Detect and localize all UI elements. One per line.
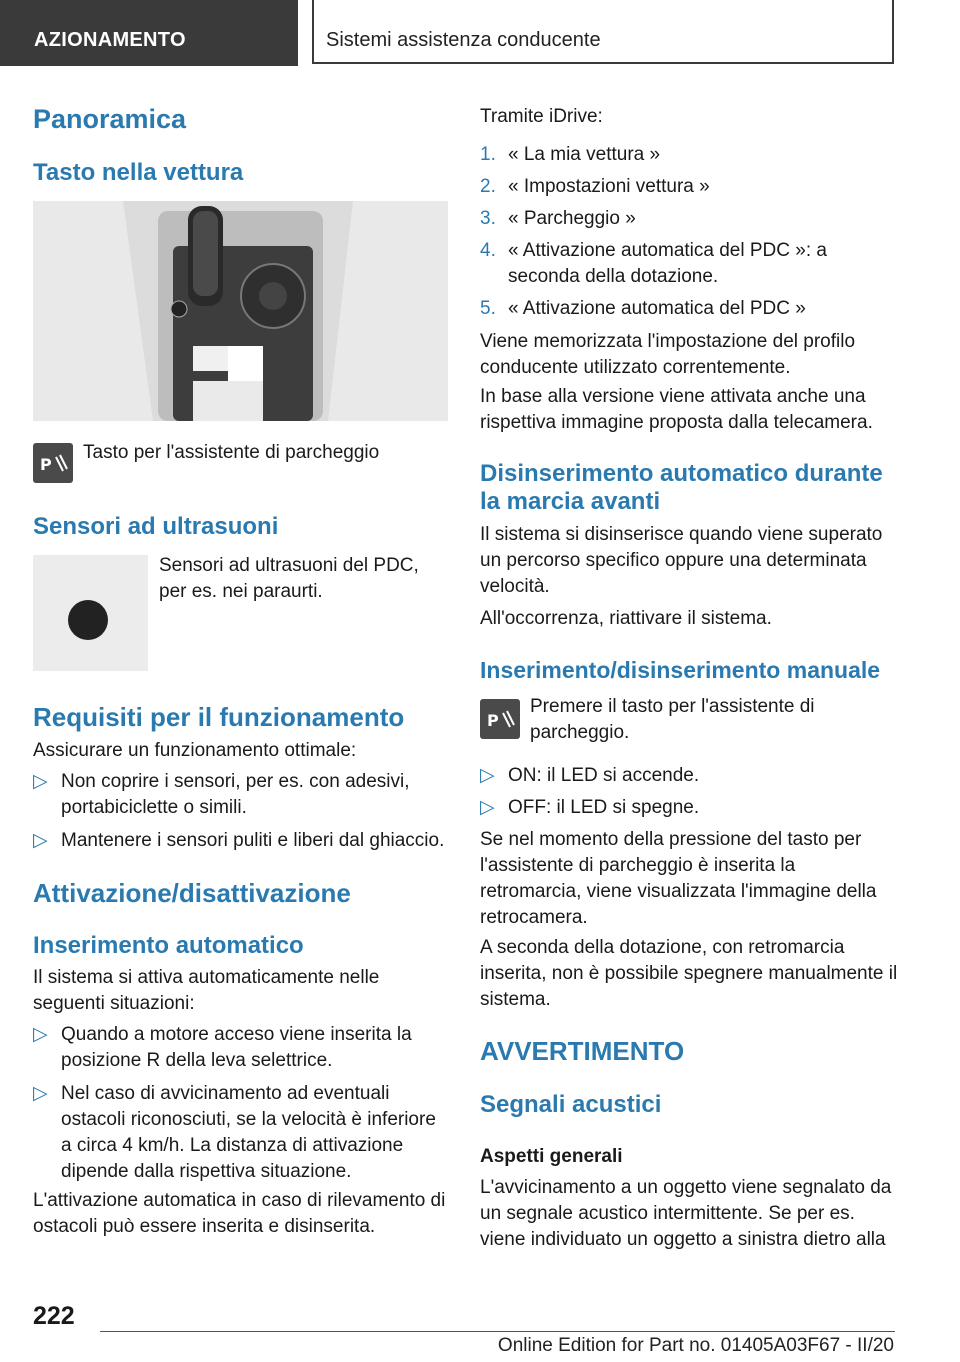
list-item: 3. « Parcheggio » [480, 208, 636, 229]
list-item: ▷ Quando a motore acceso viene inserita la posizione R della leva selettrice. [33, 1024, 412, 1071]
paragraph-retromarcia: Se nel momento della pressione del tasto per l'assistente di parcheggio è inserita la retromarcia, viene visualizzata l'immagine della retrocamera. [480, 829, 877, 928]
triangle-bullet-icon: ▷ [33, 771, 48, 792]
heading-sensori: Sensori ad ultrasuoni [33, 513, 279, 540]
svg-text:P: P [487, 711, 499, 730]
paragraph-disinserimento: Il sistema si disinserisce quando viene superato un percorso specifico oppure una determinata velocità. [480, 524, 883, 597]
triangle-bullet-icon: ▷ [480, 765, 495, 786]
edition-note: Online Edition for Part no. 01405A03F67 - II/20 [497, 1335, 894, 1356]
triangle-bullet-icon: ▷ [480, 797, 495, 818]
page-number: 222 [33, 1302, 75, 1330]
requisiti-intro: Assicurare un funzionamento ottimale: [33, 740, 357, 761]
chapter-tab [312, 0, 894, 64]
section-tab [0, 0, 298, 66]
heading-manuale: Inserimento/disinserimento manuale [480, 657, 881, 683]
list-item: 4. « Attivazione automatica del PDC »: a seconda della dotazione. [480, 240, 827, 287]
list-item: ▷ ON: il LED si accende. [480, 763, 898, 789]
paragraph-occorrenza: All'occorrenza, riattivare il sistema. [480, 608, 772, 629]
sensor-image [33, 555, 148, 671]
chapter-title: Sistemi assistenza conducente [326, 29, 601, 51]
heading-tasto: Tasto nella vettura [33, 159, 244, 186]
caption-tasto: Tasto per l'assistente di parcheggio [83, 442, 380, 463]
section-title: AZIONAMENTO [34, 29, 186, 51]
triangle-bullet-icon: ▷ [33, 830, 48, 851]
ultrasonic-sensor-icon [68, 600, 108, 640]
sensori-text: Sensori ad ultrasuoni del PDC, per es. nei paraurti. [159, 555, 419, 602]
footer-divider [100, 1331, 895, 1332]
inserimento-outro: L'attivazione automatica in caso di rilevamento di ostacoli può essere inserita e disinserita. [33, 1190, 446, 1237]
heading-requisiti: Requisiti per il funzionamento [33, 702, 405, 732]
heading-aspetti: Aspetti generali [480, 1146, 623, 1167]
paragraph-versione: In base alla versione viene attivata anche una rispettiva immagine proposta dalla telecamera. [480, 386, 873, 433]
center-console-illustration [33, 201, 448, 421]
triangle-bullet-icon: ▷ [33, 1083, 48, 1104]
list-item: ▷ Non coprire i sensori, per es. con adesivi, portabiciclette o simili. [33, 771, 410, 818]
idrive-intro: Tramite iDrive: [480, 106, 603, 127]
heading-disinserimento: Disinserimento automatico durante la marcia avanti [480, 460, 883, 515]
heading-avvertimento: AVVERTIMENTO [480, 1036, 685, 1066]
triangle-bullet-icon: ▷ [33, 1024, 48, 1045]
console-photo [33, 201, 448, 421]
heading-segnali: Segnali acustici [480, 1091, 662, 1118]
parking-assistant-icon [33, 443, 73, 483]
list-item: 5. « Attivazione automatica del PDC » [480, 298, 806, 319]
svg-text:P: P [40, 455, 52, 474]
list-item: ▷ Mantenere i sensori puliti e liberi dal ghiaccio. [33, 828, 449, 854]
list-item: ▷ OFF: il LED si spegne. [480, 795, 898, 821]
paragraph-dotazione: A seconda della dotazione, con retromarcia inserita, non è possibile spegnere manualmente il sistema. [480, 937, 898, 1010]
paragraph-memorizzata: Viene memorizzata l'impostazione del profilo conducente utilizzato correntemente. [480, 331, 856, 378]
inserimento-intro: Il sistema si attiva automaticamente nelle seguenti situazioni: [33, 967, 380, 1014]
parking-assistant-icon [480, 699, 520, 739]
paragraph-premere: Premere il tasto per l'assistente di parcheggio. [530, 696, 815, 743]
list-item: 1. « La mia vettura » [480, 144, 661, 165]
heading-attivazione: Attivazione/disattivazione [33, 878, 351, 908]
list-item: 2. « Impostazioni vettura » [480, 176, 710, 197]
list-item: ▷ Nel caso di avvicinamento ad eventuali ostacoli riconosciuti, se la velocità è inferiore a circa 4 km/h. La distanza di attivazione dipende dalla rispettiva situazione. [33, 1083, 436, 1182]
heading-inserimento: Inserimento automatico [33, 932, 304, 959]
paragraph-aspetti: L'avvicinamento a un oggetto viene segnalato da un segnale acustico intermittente. Se per es. viene individuato un oggetto a sinistra dietro alla [480, 1177, 892, 1250]
heading-panoramica: Panoramica [33, 104, 187, 134]
page-header [0, 0, 960, 66]
